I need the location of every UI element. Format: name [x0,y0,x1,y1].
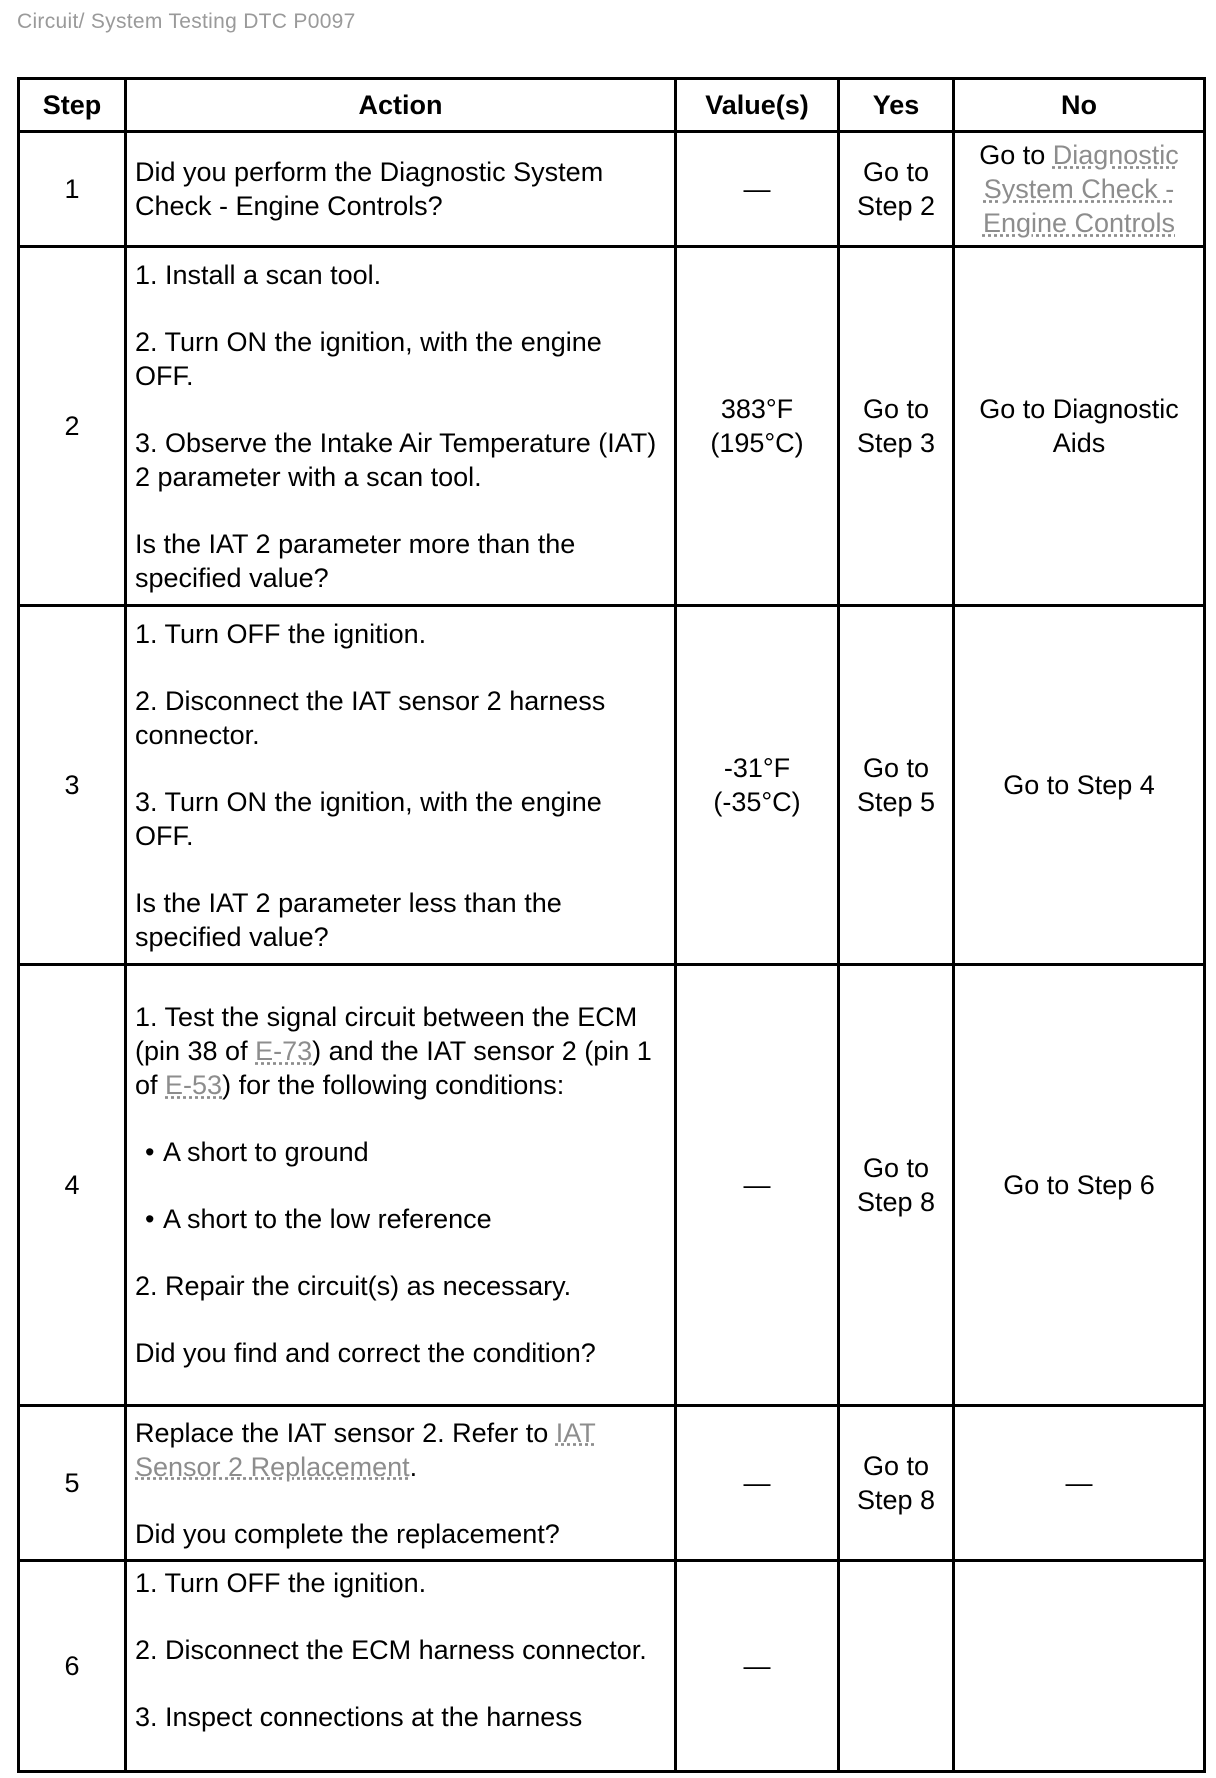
action-text [135,1416,666,1484]
no-cell: Go to Step 6 [954,965,1205,1406]
step-number: 4 [19,965,126,1406]
step-number: 5 [19,1406,126,1561]
action-cell [126,247,676,606]
yes-cell: Go to Step 8 [839,1406,954,1561]
step-number: 6 [19,1561,126,1772]
step-number: 1 [19,132,126,247]
no-cell: — [954,1406,1205,1561]
action-text: Did you complete the replacement? [135,1518,560,1549]
no-cell: Go to Step 4 [954,606,1205,965]
header-step: Step [19,79,126,132]
value-cell: — [676,1561,839,1772]
action-cell [126,132,676,247]
table-row [19,247,1205,606]
action-text: Did you perform the Diagnostic System Check - Engine Controls? [135,157,604,221]
action-text: Did you find and correct the condition? [135,1338,596,1368]
no-prefix: Go to [979,140,1053,170]
bullet-item: • A short to ground [135,1135,666,1169]
action-text: 1. Turn OFF the ignition. [135,618,427,649]
yes-cell [839,1561,954,1772]
action-text: 1. Install a scan tool. [135,259,382,290]
action-text: 3. Inspect connections at the harness [135,1702,583,1732]
step-number: 3 [19,606,126,965]
table-row [19,132,1205,247]
yes-cell: Go to Step 2 [839,132,954,247]
header-row [19,79,1205,132]
value-cell: 383°F (195°C) [676,247,839,606]
no-cell: Go to Diagnostic Aids [954,247,1205,606]
action-cell [126,1561,676,1772]
value-cell: — [676,965,839,1406]
action-fragment: ) and the IAT sensor 2 (pin 1 of [135,1036,652,1100]
diagnostic-table [17,77,1206,1773]
action-text: 2. Disconnect the ECM harness connector. [135,1635,647,1665]
action-fragment: ) for the following conditions: [222,1070,565,1100]
bullet-item: • A short to the low reference [135,1202,666,1236]
action-fragment: . [409,1451,418,1482]
yes-cell: Go to Step 3 [839,247,954,606]
diagnostic-system-check-link[interactable]: Diagnostic System Check - Engine Controls [982,140,1179,238]
action-cell [126,606,676,965]
connector-e53-link[interactable]: E-53 [165,1070,223,1100]
action-text: Is the IAT 2 parameter less than the specified value? [135,887,562,952]
header-no: No [954,79,1205,132]
iat-sensor-replacement-link[interactable]: IAT Sensor 2 Replacement [135,1417,596,1482]
header-action: Action [126,79,676,132]
value-cell: — [676,132,839,247]
yes-cell: Go to Step 5 [839,606,954,965]
action-text: 1. Turn OFF the ignition. [135,1568,427,1598]
table-row [19,1406,1205,1561]
action-text [135,1000,666,1102]
table-row [19,606,1205,965]
action-text: 2. Repair the circuit(s) as necessary. [135,1271,572,1301]
action-text: Is the IAT 2 parameter more than the specified value? [135,528,576,593]
action-cell [126,965,676,1406]
action-text: 3. Observe the Intake Air Temperature (IAT) 2 parameter with a scan tool. [135,427,657,492]
action-text: 2. Turn ON the ignition, with the engine OFF. [135,326,602,391]
connector-e73-link[interactable]: E-73 [255,1036,313,1066]
action-cell [126,1406,676,1561]
yes-cell: Go to Step 8 [839,965,954,1406]
step-number: 2 [19,247,126,606]
no-cell [954,1561,1205,1772]
header-values: Value(s) [676,79,839,132]
action-fragment: 1. Test the signal circuit between the ECM (pin 38 of [135,1002,638,1066]
table-row [19,965,1205,1406]
action-fragment: Replace the IAT sensor 2. Refer to [135,1417,556,1448]
header-yes: Yes [839,79,954,132]
table-row [19,1561,1205,1772]
action-text: 3. Turn ON the ignition, with the engine OFF. [135,786,602,851]
action-text: 2. Disconnect the IAT sensor 2 harness connector. [135,685,606,750]
value-cell: -31°F (-35°C) [676,606,839,965]
value-cell: — [676,1406,839,1561]
no-cell [954,132,1205,247]
document-title: Circuit/ System Testing DTC P0097 [17,10,356,33]
